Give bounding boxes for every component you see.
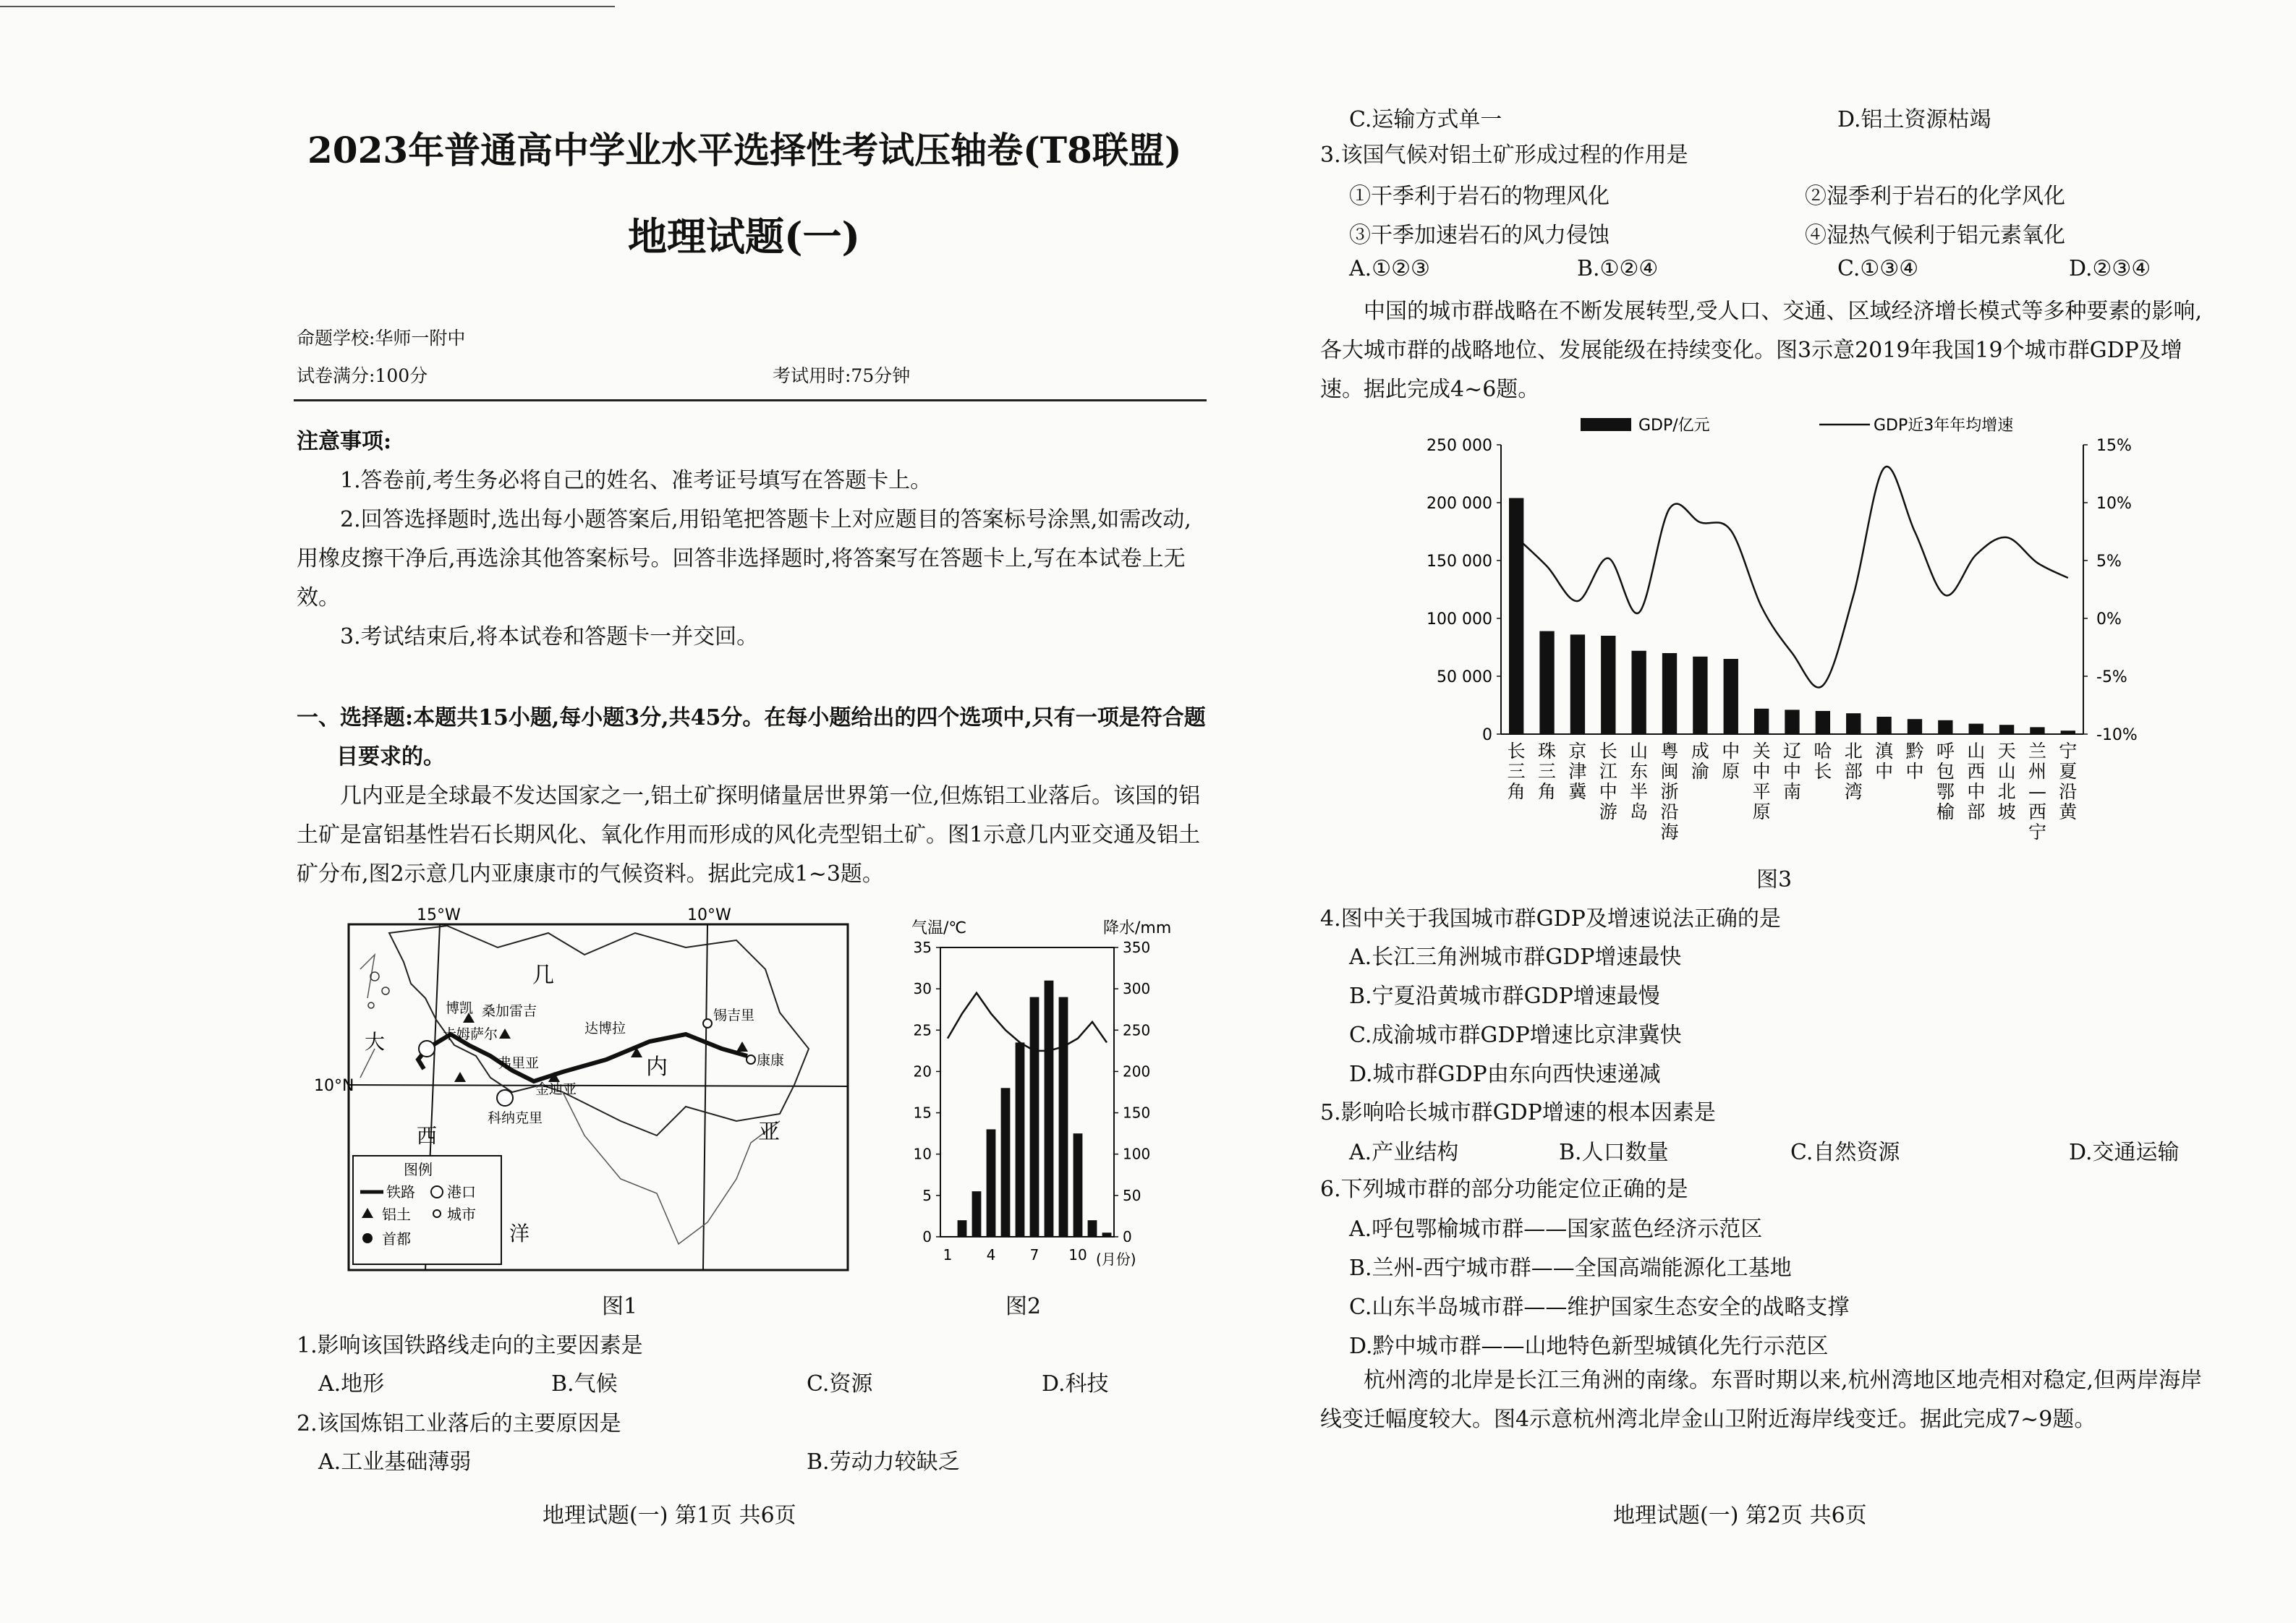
notice-item: 2.回答选择题时,选出每小题答案后,用铅笔把答题卡上对应题目的答案标号涂黑,如需改动,用橡皮擦干净后,再选涂其他答案标号。回答非选择题时,将答案写在答题卡上,写在本试卷上无效。 — [297, 507, 1191, 610]
q3-stem: 3.该国气候对铝土矿形成过程的作用是 — [1320, 142, 1688, 168]
page-footer: 地理试题(一) 第1页 共6页 — [543, 1503, 796, 1528]
gdp-bar — [1509, 498, 1523, 734]
category-label: 天 — [1997, 741, 2016, 762]
category-label: 滇 — [1875, 741, 1894, 762]
svg-text:金迪亚: 金迪亚 — [535, 1081, 577, 1097]
precip-bar — [1088, 1220, 1097, 1237]
category-label: 游 — [1599, 801, 1617, 822]
month-tick-label: 10 — [1068, 1246, 1087, 1264]
q2-option-a: A.工业基础薄弱 — [318, 1449, 472, 1475]
q3-statement: ③干季加速岩石的风力侵蚀 — [1349, 223, 1610, 248]
category-label: 江 — [1599, 761, 1617, 782]
gdp-tick-label: 250 000 — [1427, 437, 1492, 455]
category-label: 三 — [1507, 761, 1526, 782]
gdp-bar — [2061, 730, 2075, 734]
category-label: 沿 — [1660, 801, 1679, 822]
precip-bar — [1045, 981, 1054, 1237]
growth-tick-label: 0% — [2096, 610, 2122, 629]
precip-bar — [1102, 1232, 1112, 1237]
category-label: 鄂 — [1936, 781, 1955, 802]
category-label: 海 — [1660, 822, 1679, 843]
passage-city-clusters: 中国的城市群战略在不断发展转型,受人口、交通、区域经济增长模式等多种要素的影响,各大城市群的战略地位、发展能级在持续变化。图3示意2019年我国19个城市群GDP及增速。据此完成4~6题。 — [1320, 299, 2203, 402]
q1-option-d: D.科技 — [1042, 1371, 1109, 1397]
temperature-line — [948, 993, 1107, 1051]
port-marker — [419, 1041, 435, 1057]
gdp-bar — [1570, 634, 1585, 734]
temp-tick-label: 15 — [913, 1104, 932, 1122]
gdp-bar — [1999, 725, 2014, 734]
category-label: 榆 — [1936, 801, 1955, 822]
svg-text:卡姆萨尔: 卡姆萨尔 — [443, 1026, 498, 1042]
q2-option-c: C.运输方式单一 — [1349, 107, 1502, 132]
growth-tick-label: -10% — [2096, 726, 2138, 744]
precip-bar — [1073, 1133, 1083, 1237]
q6-option-b: B.兰州-西宁城市群——全国高端能源化工基地 — [1349, 1256, 1792, 1281]
q5-option-d: D.交通运输 — [2069, 1140, 2180, 1165]
gdp-bar — [1816, 711, 1830, 734]
gdp-bar — [1693, 657, 1707, 734]
category-label: 东 — [1630, 761, 1649, 782]
temp-tick-label: 35 — [913, 939, 932, 956]
svg-text:铁路: 铁路 — [386, 1183, 415, 1201]
temp-tick-label: 25 — [913, 1021, 932, 1039]
scan-edge-line — [0, 6, 615, 7]
gdp-tick-label: 150 000 — [1427, 553, 1492, 571]
category-label: 平 — [1752, 781, 1771, 802]
temp-tick-label: 20 — [913, 1062, 932, 1081]
growth-tick-label: -5% — [2096, 668, 2127, 686]
category-label: 角 — [1507, 781, 1526, 802]
category-label: 湾 — [1844, 781, 1863, 802]
month-tick-label: 4 — [986, 1246, 996, 1264]
fig2-caption: 图2 — [1005, 1294, 1042, 1319]
category-label: 中 — [1905, 761, 1924, 782]
precip-tick-label: 200 — [1123, 1062, 1151, 1081]
category-label: 兰 — [2028, 741, 2046, 762]
category-label: 夏 — [2059, 761, 2078, 782]
gdp-tick-label: 50 000 — [1437, 668, 1492, 686]
category-label: 中 — [1875, 761, 1894, 782]
section-title: 一、选择题:本题共15小题,每小题3分,共45分。在每小题给出的四个选项中,只有一项是符合题目要求的。 — [297, 705, 1206, 770]
category-label: 黄 — [2059, 801, 2078, 822]
svg-text:康康: 康康 — [757, 1052, 785, 1068]
city-cluster-gdp-chart — [1396, 412, 2192, 875]
precip-tick-label: 100 — [1123, 1145, 1151, 1163]
category-label: 长 — [1507, 741, 1526, 762]
category-label: 部 — [1967, 801, 1986, 822]
category-label: 三 — [1538, 761, 1557, 782]
category-label: — — [2028, 781, 2046, 802]
gdp-bar — [1876, 717, 1891, 734]
q3-option-d: D.②③④ — [2069, 256, 2151, 281]
svg-text:西: 西 — [417, 1124, 438, 1148]
fig3-caption: 图3 — [1756, 867, 1793, 893]
bauxite-marker — [736, 1041, 748, 1052]
category-label: 沿 — [2059, 781, 2078, 802]
category-label: 京 — [1568, 741, 1587, 762]
q4-option-b: B.宁夏沿黄城市群GDP增速最慢 — [1349, 984, 1660, 1009]
q2-option-d: D.铝土资源枯竭 — [1837, 107, 1991, 132]
category-label: 中 — [1782, 761, 1802, 782]
category-label: 哈 — [1814, 741, 1832, 762]
right-page — [1230, 0, 2296, 1623]
category-label: 闽 — [1660, 761, 1679, 782]
svg-text:几: 几 — [532, 963, 554, 988]
category-label: 冀 — [1568, 781, 1587, 802]
category-label: 长 — [1599, 741, 1617, 762]
category-label: 宁 — [2059, 741, 2078, 762]
precip-bar — [987, 1129, 996, 1237]
meridian-10w — [703, 924, 707, 1270]
category-label: 粤 — [1660, 741, 1679, 762]
category-label: 成 — [1691, 741, 1709, 762]
gdp-bar — [1969, 724, 1984, 734]
q4-option-d: D.城市群GDP由东向西快速递减 — [1349, 1062, 1661, 1087]
exam-title: 2023年普通高中学业水平选择性考试压轴卷(T8联盟) — [307, 129, 1182, 171]
category-label: 岛 — [1630, 801, 1649, 822]
gdp-tick-label: 200 000 — [1427, 495, 1492, 513]
q1-option-c: C.资源 — [807, 1371, 873, 1397]
category-label: 坡 — [1997, 801, 2016, 822]
svg-text:锡吉里: 锡吉里 — [713, 1008, 755, 1023]
q5-option-a: A.产业结构 — [1349, 1140, 1459, 1165]
legend-label: GDP/亿元 — [1638, 417, 1710, 435]
bauxite-marker — [454, 1072, 466, 1082]
precip-tick-label: 300 — [1123, 980, 1151, 998]
category-label: 黔 — [1905, 741, 1924, 762]
lon-label: 10°W — [687, 906, 731, 924]
category-label: 北 — [1844, 741, 1863, 762]
category-label: 南 — [1782, 781, 1802, 802]
q2-stem: 2.该国炼铝工业落后的主要原因是 — [297, 1411, 621, 1436]
precip-bar — [1059, 997, 1068, 1237]
school-info: 命题学校:华师一附中 — [297, 328, 466, 349]
notice-item: 3.考试结束后,将本试卷和答题卡一并交回。 — [340, 624, 759, 649]
category-label: 山 — [1997, 761, 2016, 782]
precip-tick-label: 150 — [1123, 1104, 1151, 1122]
category-label: 辽 — [1782, 741, 1802, 762]
notice-block — [297, 461, 1208, 657]
exam-time: 考试用时:75分钟 — [773, 365, 911, 386]
q2-option-b: B.劳动力较缺乏 — [807, 1449, 960, 1475]
q3-statement: ②湿季利于岩石的化学风化 — [1805, 184, 2065, 209]
lon-label: 15°W — [417, 906, 461, 924]
svg-text:大: 大 — [365, 1030, 386, 1054]
category-label: 渝 — [1691, 761, 1709, 782]
gdp-tick-label: 0 — [1482, 726, 1492, 744]
city-marker — [703, 1019, 712, 1028]
notice-title: 注意事项: — [297, 429, 392, 454]
svg-text:城市: 城市 — [447, 1206, 476, 1223]
precip-tick-label: 350 — [1123, 939, 1151, 956]
q1-option-b: B.气候 — [551, 1371, 618, 1397]
precip-bar — [1030, 997, 1039, 1237]
q6-stem: 6.下列城市群的部分功能定位正确的是 — [1320, 1177, 1688, 1202]
gdp-bar — [1724, 659, 1738, 734]
exam-subtitle: 地理试题(一) — [628, 213, 861, 260]
category-label: 关 — [1752, 741, 1771, 762]
svg-text:首都: 首都 — [382, 1230, 411, 1248]
q4-option-a: A.长江三角洲城市群GDP增速最快 — [1349, 945, 1682, 970]
month-tick-label: 7 — [1029, 1246, 1039, 1264]
gdp-bar — [1846, 713, 1861, 734]
passage-guinea: 几内亚是全球最不发达国家之一,铝土矿探明储量居世界第一位,但炼铝工业落后。该国的铝土矿是富铝基性岩石长期风化、氧化作用而形成的风化壳型铝土矿。图1示意几内亚交通及铝土矿分布,图2示意几内亚康康市的气候资料。据此完成1~3题。 — [297, 783, 1201, 887]
growth-tick-label: 15% — [2096, 437, 2132, 455]
legend-label: GDP近3年年均增速 — [1874, 417, 2014, 435]
category-label: 北 — [1997, 781, 2016, 802]
page-footer: 地理试题(一) 第2页 共6页 — [1613, 1503, 1867, 1528]
month-tick-label: 1 — [943, 1246, 953, 1264]
city-marker — [747, 1055, 755, 1064]
gdp-bar — [1601, 636, 1615, 734]
precip-axis-label: 降水/mm — [1103, 919, 1172, 937]
temp-tick-label: 30 — [913, 980, 932, 998]
growth-line — [1516, 467, 2068, 687]
category-label: 津 — [1568, 761, 1587, 782]
temp-axis-label: 气温/℃ — [911, 919, 967, 937]
precip-bar — [1016, 1042, 1025, 1237]
q3-statement: ①干季利于岩石的物理风化 — [1349, 184, 1610, 209]
category-label: 州 — [2028, 761, 2046, 782]
fig1-caption: 图1 — [602, 1294, 638, 1319]
kankan-climate-chart — [897, 911, 1172, 1273]
growth-tick-label: 10% — [2096, 495, 2132, 513]
category-label: 西 — [1967, 761, 1986, 782]
q3-statement: ④湿热气候利于铝元素氧化 — [1805, 223, 2065, 248]
category-label: 山 — [1630, 741, 1649, 762]
svg-text:弗里亚: 弗里亚 — [498, 1055, 540, 1071]
svg-text:内: 内 — [646, 1055, 668, 1080]
precip-bar — [958, 1220, 967, 1237]
gdp-bar — [1754, 709, 1769, 734]
growth-tick-label: 5% — [2096, 553, 2122, 571]
precip-tick-label: 0 — [1123, 1228, 1132, 1245]
month-unit-label: (月份) — [1096, 1251, 1136, 1268]
category-label: 部 — [1844, 761, 1863, 782]
legend-bar-swatch — [1581, 418, 1631, 431]
category-label: 原 — [1752, 801, 1771, 822]
temp-tick-label: 10 — [913, 1145, 932, 1163]
category-label: 中 — [1722, 741, 1740, 762]
legend-title: 图例 — [404, 1161, 433, 1178]
svg-text:达博拉: 达博拉 — [584, 1021, 626, 1036]
svg-text:桑加雷吉: 桑加雷吉 — [482, 1003, 537, 1019]
lat-label: 10°N — [314, 1077, 354, 1095]
category-label: 中 — [1967, 781, 1986, 802]
precip-bar — [972, 1191, 982, 1237]
passage-hangzhou-bay: 杭州湾的北岸是长江三角洲的南缘。东晋时期以来,杭州湾地区地壳相对稳定,但两岸海岸线变迁幅度较大。图4示意杭州湾北岸金山卫附近海岸线变迁。据此完成7~9题。 — [1320, 1368, 2203, 1432]
category-label: 中 — [1752, 761, 1771, 782]
q1-option-a: A.地形 — [318, 1371, 385, 1397]
q6-option-a: A.呼包鄂榆城市群——国家蓝色经济示范区 — [1349, 1217, 1763, 1242]
bauxite-marker — [499, 1028, 511, 1039]
q5-option-b: B.人口数量 — [1559, 1140, 1669, 1165]
category-label: 包 — [1936, 761, 1955, 782]
gdp-bar — [2030, 727, 2044, 734]
gdp-bar — [1662, 653, 1677, 734]
full-score: 试卷满分:100分 — [297, 365, 428, 386]
gdp-bar — [1539, 631, 1554, 734]
q4-option-c: C.成渝城市群GDP增速比京津冀快 — [1349, 1023, 1682, 1048]
q1-stem: 1.影响该国铁路线走向的主要因素是 — [297, 1333, 643, 1358]
header-rule — [294, 399, 1207, 401]
q6-option-c: C.山东半岛城市群——维护国家生态安全的战略支撑 — [1349, 1295, 1850, 1320]
svg-text:博凯: 博凯 — [446, 1000, 474, 1016]
category-label: 长 — [1814, 761, 1832, 782]
port-marker — [497, 1090, 513, 1106]
category-label: 西 — [2028, 801, 2046, 822]
gdp-bar — [1785, 710, 1799, 734]
svg-text:科纳克里: 科纳克里 — [488, 1110, 543, 1126]
gdp-tick-label: 100 000 — [1427, 610, 1492, 629]
category-label: 宁 — [2028, 822, 2046, 843]
q5-option-c: C.自然资源 — [1790, 1140, 1900, 1165]
temp-tick-label: 5 — [922, 1186, 932, 1204]
svg-text:洋: 洋 — [509, 1222, 530, 1245]
gdp-bar — [1908, 719, 1922, 734]
precip-tick-label: 250 — [1123, 1021, 1151, 1039]
gdp-bar — [1631, 651, 1646, 734]
q3-option-a: A.①②③ — [1349, 256, 1430, 281]
notice-item: 1.答卷前,考生务必将自己的姓名、准考证号填写在答题卡上。 — [340, 468, 932, 493]
q4-stem: 4.图中关于我国城市群GDP及增速说法正确的是 — [1320, 906, 1781, 932]
guinea-map — [314, 904, 852, 1273]
q5-stem: 5.影响哈长城市群GDP增速的根本因素是 — [1320, 1100, 1716, 1125]
category-label: 珠 — [1538, 741, 1557, 762]
svg-text:港口: 港口 — [447, 1183, 476, 1201]
q3-option-c: C.①③④ — [1837, 256, 1919, 281]
category-label: 中 — [1599, 781, 1617, 802]
category-label: 呼 — [1936, 741, 1955, 762]
q6-option-d: D.黔中城市群——山地特色新型城镇化先行示范区 — [1349, 1334, 1829, 1359]
plot-frame — [940, 947, 1114, 1237]
precip-tick-label: 50 — [1123, 1186, 1141, 1204]
neighbor-border — [563, 1092, 780, 1244]
q3-option-b: B.①②④ — [1577, 256, 1659, 281]
parallel-10n — [349, 1085, 848, 1086]
category-label: 浙 — [1660, 781, 1679, 802]
gdp-bar — [1938, 720, 1952, 734]
precip-bar — [1001, 1088, 1011, 1237]
svg-text:亚: 亚 — [758, 1120, 780, 1145]
temp-tick-label: 0 — [922, 1228, 932, 1245]
category-label: 角 — [1538, 781, 1557, 802]
svg-text:铝土: 铝土 — [382, 1206, 411, 1223]
category-label: 半 — [1630, 781, 1649, 802]
category-label: 山 — [1967, 741, 1986, 762]
category-label: 原 — [1722, 761, 1740, 782]
